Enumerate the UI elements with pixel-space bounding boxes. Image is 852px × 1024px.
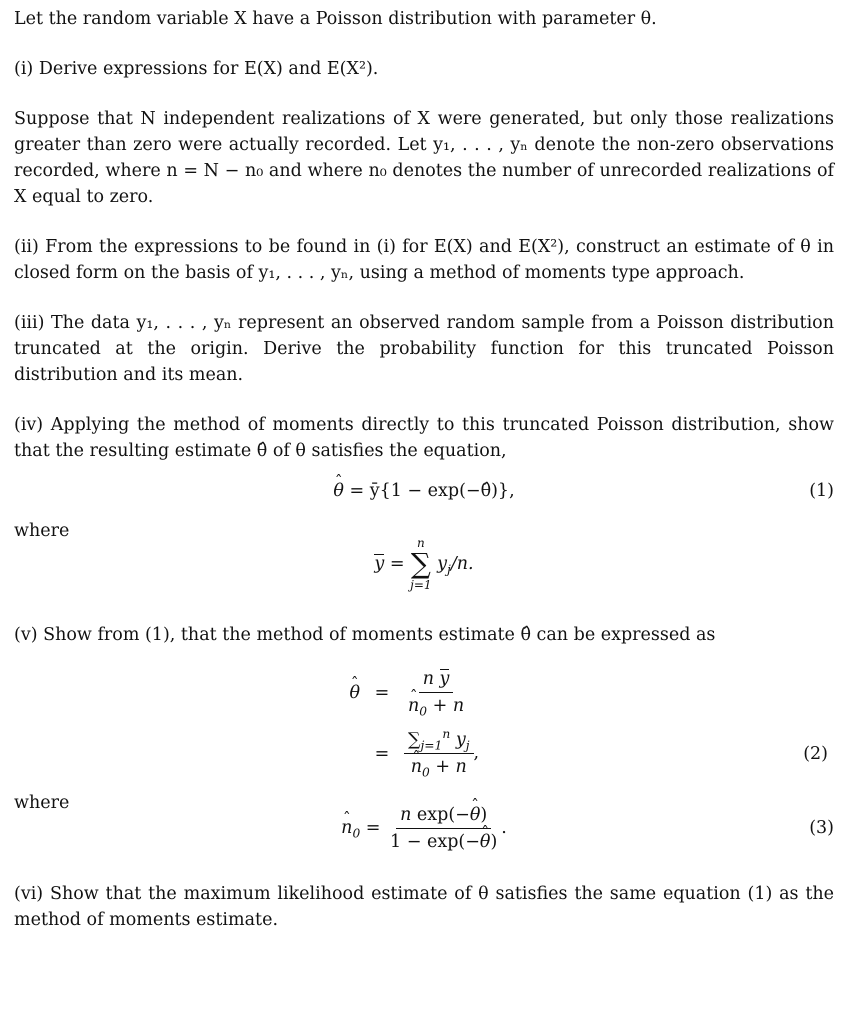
equation-1 [14, 478, 834, 504]
fraction-sum-y: $\sum_{j=1}^n$ $y_j$ ˆ $n_0 + n$ [404, 727, 474, 780]
equation-3-number: (3) [809, 818, 834, 838]
part-i-text: (i) Derive expressions for E(X) and E(X²). [14, 59, 379, 79]
part-ii-text: (ii) From the expressions to be found in (i) for E(X) and E(X²), construct an estimate of θ in closed form on the basis of y₁, . . . , yₙ, using a method of moments type approach. [14, 237, 834, 283]
equation-2-number: (2) [803, 743, 828, 764]
problem-page [14, 6, 834, 933]
equation-ybar: y = n ∑ j=1 $y_j/n$. [374, 536, 474, 592]
suppose-text: Suppose that N independent realizations of X were generated, but only those realizations greater than zero were actually recorded. Let y₁, . . . , yₙ denote the non-zero observations recorded, where n = N − n₀ and where n₀ denotes the number of unrecorded realizations of X equal to zero. [14, 109, 834, 207]
summation-symbol: n ∑ j=1 [410, 536, 432, 592]
part-iv-text: (iv) Applying the method of moments directly to this truncated Poisson distribution, show that the resulting estimate θ̂ of θ satisfies the equation, [14, 415, 834, 461]
intro-text: Let the random variable X have a Poisson distribution with parameter θ. [14, 9, 657, 29]
part-v-text: (v) Show from (1), that the method of moments estimate θ̂ can be expressed as [14, 625, 716, 645]
part-vi-text: (vi) Show that the maximum likelihood estimate of θ satisfies the same equation (1) as the method of moments estimate. [14, 884, 834, 930]
where-label-2: where [14, 793, 70, 813]
theta-hat-symbol: ˆ θ [333, 478, 344, 504]
equation-1-number: (1) [809, 481, 834, 501]
where-label-1: where [14, 521, 70, 541]
equation-3: ˆ $n_0$ = $\frac{\text{n exp(−ˆ θ)}}{\text{1 − exp(−ˆ θ)}}$ . (3) [14, 802, 834, 855]
fraction-n0: $\frac{\text{n exp(−ˆ θ)}}{\text{1 − exp(−ˆ θ)}}$ [386, 802, 501, 855]
fraction-n-ybar: n y ˆ $n_0 + n$ [404, 666, 468, 719]
part-iii-text: (iii) The data y₁, . . . , yₙ represent an observed random sample from a Poisson distribution truncated at the origin. Derive the probability function for this truncated Poisson distribution and its mean. [14, 313, 834, 385]
equation-1-rhs: = ȳ{1 − exp(−θ̂)}, [349, 481, 515, 501]
equation-2-block: ˆ θ = n y ˆ $n_0 + n$ = $\sum_{j=1}^n$ $y_j$ ˆ $n_0 + n$ , (2) [14, 662, 834, 784]
